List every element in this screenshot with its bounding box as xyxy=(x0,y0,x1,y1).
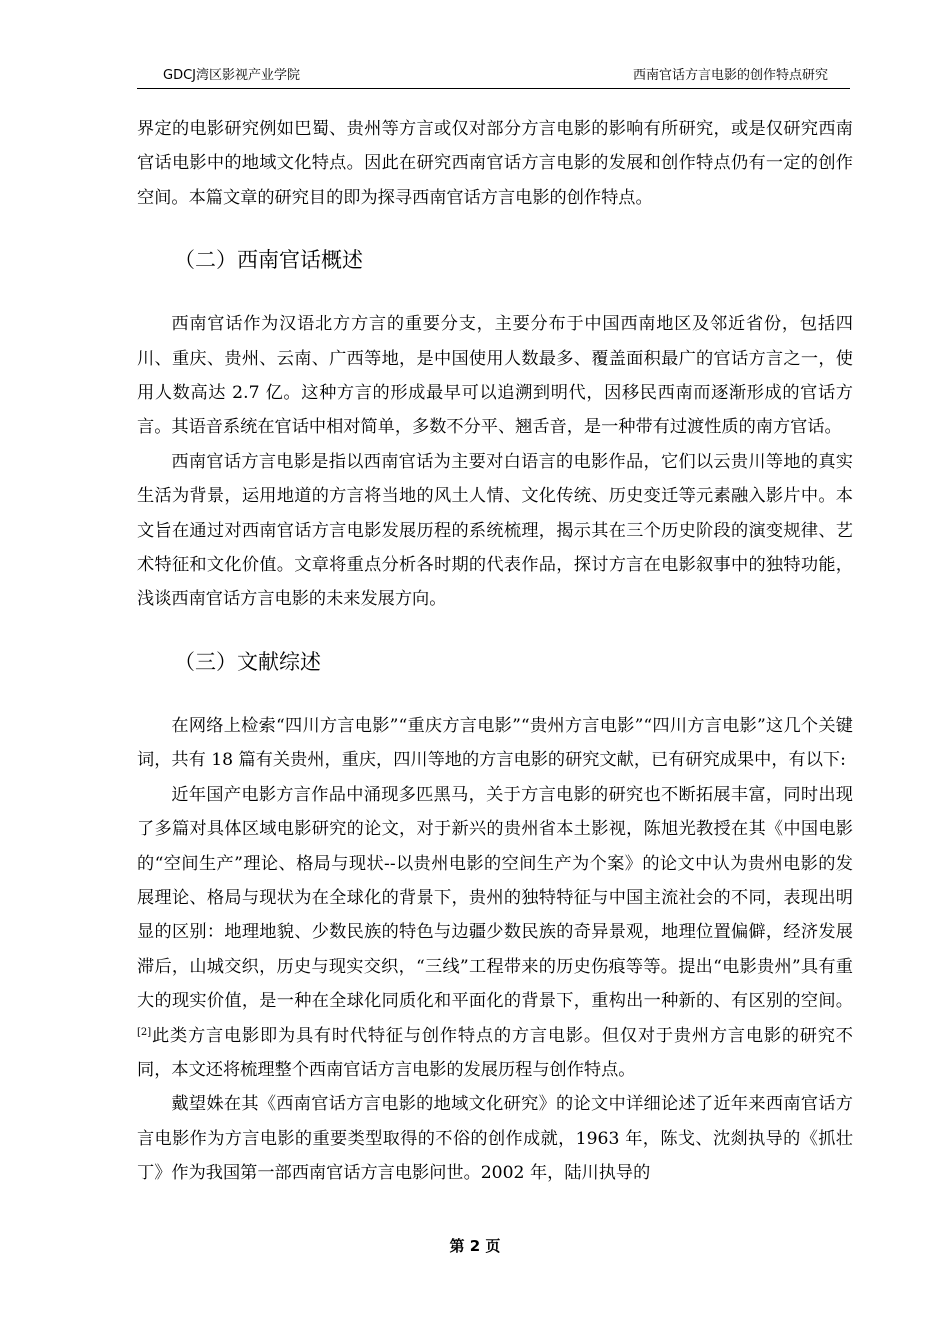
paragraph-overview-1: 西南官话作为汉语北方方言的重要分支，主要分布于中国西南地区及邻近省份，包括四川、重庆、贵州、云南、广西等地，是中国使用人数最多、覆盖面积最广的官话方言之一，使用人数高达 2.7 亿。这种方言的形成最早可以追溯到明代，因移民西南而逐渐形成的官话方言。其语音系统在官话中相对简单，多数不分平、翘舌音，是一种带有过渡性质的南方官话。 xyxy=(137,314,853,438)
paragraph-review-2 xyxy=(137,778,853,1088)
paragraph-review-3: 戴望姝在其《西南官话方言电影的地域文化研究》的论文中详细论述了近年来西南官话方言电影作为方言电影的重要类型取得的不俗的创作成就，1963 年，陈戈、沈剡执导的《抓壮丁》作为我国第一部西南官话方言电影问世。2002 年，陆川执导的 xyxy=(137,1094,853,1184)
paragraph-review-2-part1: 近年国产电影方言作品中涌现多匹黑马，关于方言电影的研究也不断拓展丰富，同时出现了多篇对具体区域电影研究的论文，对于新兴的贵州省本土影视，陈旭光教授在其《中国电影的“空间生产”理论、格局与现状--以贵州电影的空间生产为个案》的论文中认为贵州电影的发展理论、格局与现状为在全球化的背景下，贵州的独特特征与中国主流社会的不同，表现出明显的区别：地理地貌、少数民族的特色与边疆少数民族的奇异景观，地理位置偏僻，经济发展滞后，山城交织，历史与现实交织，“三线”工程带来的历史伤痕等等。提出“电影贵州”具有重大的现实价值，是一种在全球化同质化和平面化的背景下，重构出一种新的、有区别的空间。 xyxy=(137,784,853,1012)
body-text xyxy=(137,112,853,1191)
section-heading-overview: （二）西南官话概述 xyxy=(174,248,363,273)
paragraph-review-2-part2: 此类方言电影即为具有时代特征与创作特点的方言电影。但仅对于贵州方言电影的研究不同，本文还将梳理整个西南官话方言电影的发展历程与创作特点。 xyxy=(137,1025,853,1080)
paragraph-review-1: 在网络上检索“四川方言电影”“重庆方言电影”“贵州方言电影”“四川方言电影”这几个关键词，共有 18 篇有关贵州，重庆，四川等地的方言电影的研究文献，已有研究成果中，有以下: xyxy=(137,715,853,771)
header-paper-title: 西南官话方言电影的创作特点研究 xyxy=(632,68,828,83)
page-number: 第 2 页 xyxy=(449,1237,501,1255)
running-header xyxy=(137,68,850,89)
paragraph-overview-2: 西南官话方言电影是指以西南官话为主要对白语言的电影作品，它们以云贵川等地的真实生活为背景，运用地道的方言将当地的风土人情、文化传统、历史变迁等元素融入影片中。本文旨在通过对西南官话方言电影发展历程的系统梳理，揭示其在三个历史阶段的演变规律、艺术特征和文化价值。文章将重点分析各时期的代表作品，探讨方言在电影叙事中的独特功能，浅谈西南官话方言电影的未来发展方向。 xyxy=(137,451,853,610)
paragraph-continued: 界定的电影研究例如巴蜀、贵州等方言或仅对部分方言电影的影响有所研究，或是仅研究西南官话电影中的地域文化特点。因此在研究西南官话方言电影的发展和创作特点仍有一定的创作空间。本篇文章的研究目的即为探寻西南官话方言电影的创作特点。 xyxy=(137,119,853,208)
citation-marker: [2] xyxy=(137,1026,152,1038)
header-institution: GDCJ湾区影视产业学院 xyxy=(163,68,300,83)
section-heading-literature-review: （三）文献综述 xyxy=(174,649,321,674)
